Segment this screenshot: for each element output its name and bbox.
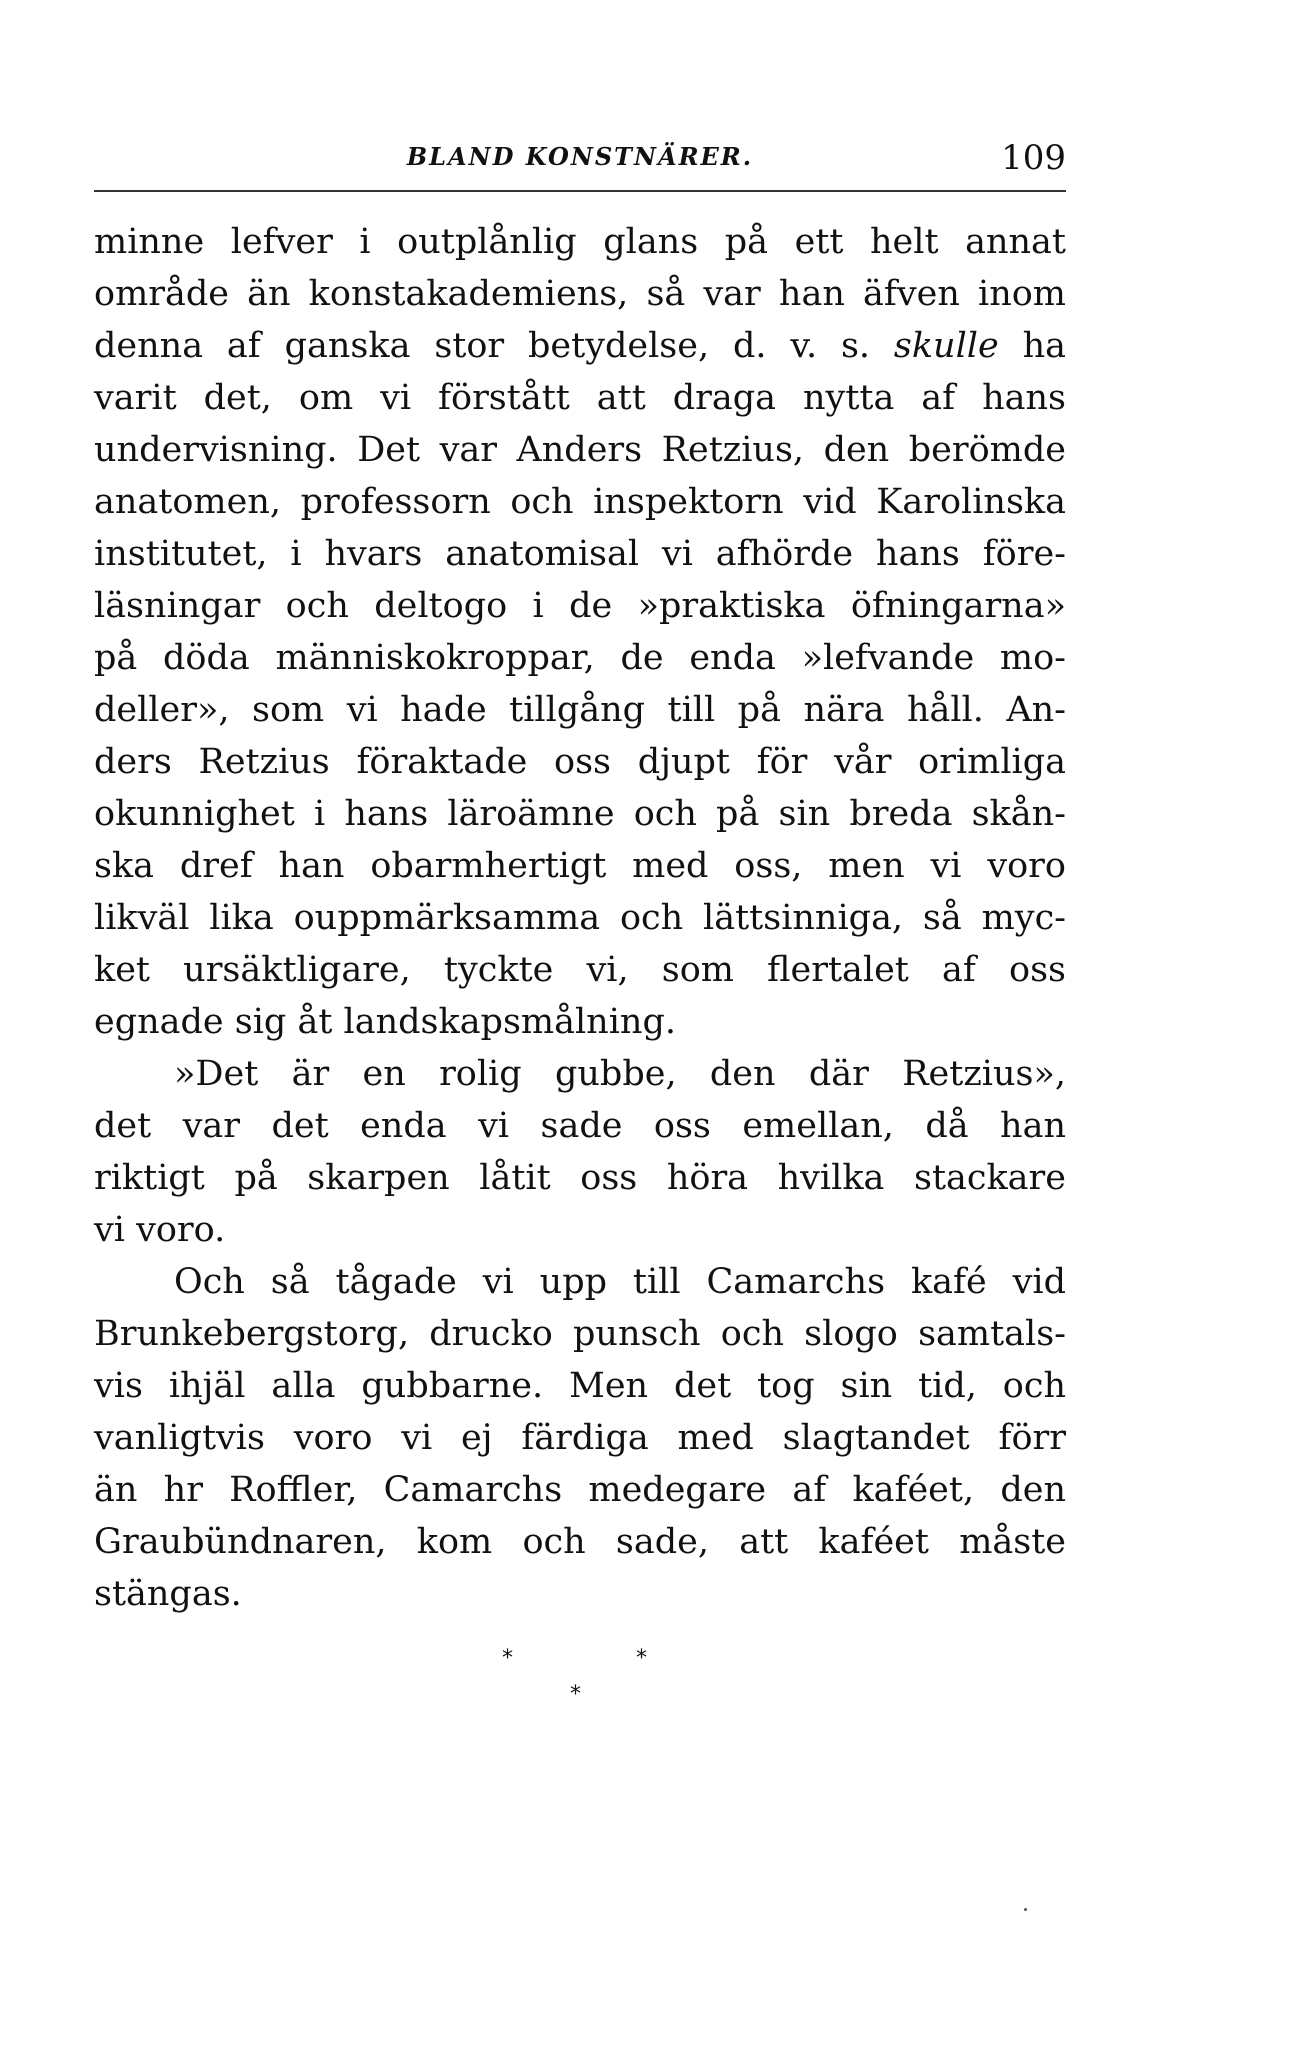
- asterisk-mark: *: [502, 1646, 513, 1671]
- running-head: [94, 138, 1066, 188]
- text-line: stängas.: [94, 1574, 242, 1614]
- running-title: BLAND KONSTNÄRER.: [406, 142, 754, 171]
- emphasis-word: skulle: [893, 326, 999, 366]
- header-rule: [94, 190, 1066, 192]
- text-line: ders Retzius föraktade oss djupt för vår orimliga: [94, 742, 1066, 782]
- body-text: [94, 216, 1066, 1620]
- text-line: riktigt på skarpen låtit oss höra hvilka stackare: [94, 1158, 1066, 1198]
- section-break-asterisks: [480, 1644, 680, 1714]
- text-line: vis ihjäl alla gubbarne. Men det tog sin tid, och: [94, 1366, 1066, 1406]
- text-line: varit det, om vi förstått att draga nytta af hans: [94, 378, 1066, 418]
- text-line: institutet, i hvars anatomisal vi afhörde hans före-: [94, 534, 1066, 574]
- text-line: område än konstakademiens, så var han äfven inom: [94, 274, 1066, 314]
- text-line: Brunkebergstorg, drucko punsch och slogo samtals-: [94, 1314, 1066, 1354]
- text-line: anatomen, professorn och inspektorn vid Karolinska: [94, 482, 1066, 522]
- text-line: läsningar och deltogo i de »praktiska öfningarna»: [94, 586, 1066, 626]
- text-line: likväl lika ouppmärksamma och lättsinniga, så myc-: [94, 898, 1066, 938]
- text-line: minne lefver i outplånlig glans på ett helt annat: [94, 222, 1066, 262]
- text-line: Graubündnaren, kom och sade, att kaféet måste: [94, 1522, 1066, 1562]
- text-line: deller», som vi hade tillgång till på nära håll. An-: [94, 690, 1066, 730]
- speck-mark: [1024, 1908, 1027, 1911]
- text-line: vanligtvis voro vi ej färdiga med slagtandet förr: [94, 1418, 1066, 1458]
- text-line: ska dref han obarmhertigt med oss, men vi voro: [94, 846, 1066, 886]
- text-line: Och så tågade vi upp till Camarchs kafé vid: [174, 1262, 1066, 1302]
- text-line: denna af ganska stor betydelse, d. v. s. skulle ha: [94, 326, 1066, 366]
- asterisk-mark: *: [570, 1682, 581, 1707]
- text-line: vi voro.: [94, 1210, 226, 1250]
- text-line: undervisning. Det var Anders Retzius, den berömde: [94, 430, 1066, 470]
- text-line: egnade sig åt landskapsmålning.: [94, 1002, 676, 1042]
- asterisk-mark: *: [636, 1646, 647, 1671]
- text-line: okunnighet i hans läroämne och på sin breda skån-: [94, 794, 1066, 834]
- text-line: ket ursäktligare, tyckte vi, som flertalet af oss: [94, 950, 1066, 990]
- text-line: det var det enda vi sade oss emellan, då han: [94, 1106, 1066, 1146]
- text-line: än hr Roffler, Camarchs medegare af kaféet, den: [94, 1470, 1066, 1510]
- text-line: på döda människokroppar, de enda »lefvande mo-: [94, 638, 1066, 678]
- page-number: 109: [1001, 138, 1066, 178]
- text-line: »Det är en rolig gubbe, den där Retzius»,: [174, 1054, 1066, 1094]
